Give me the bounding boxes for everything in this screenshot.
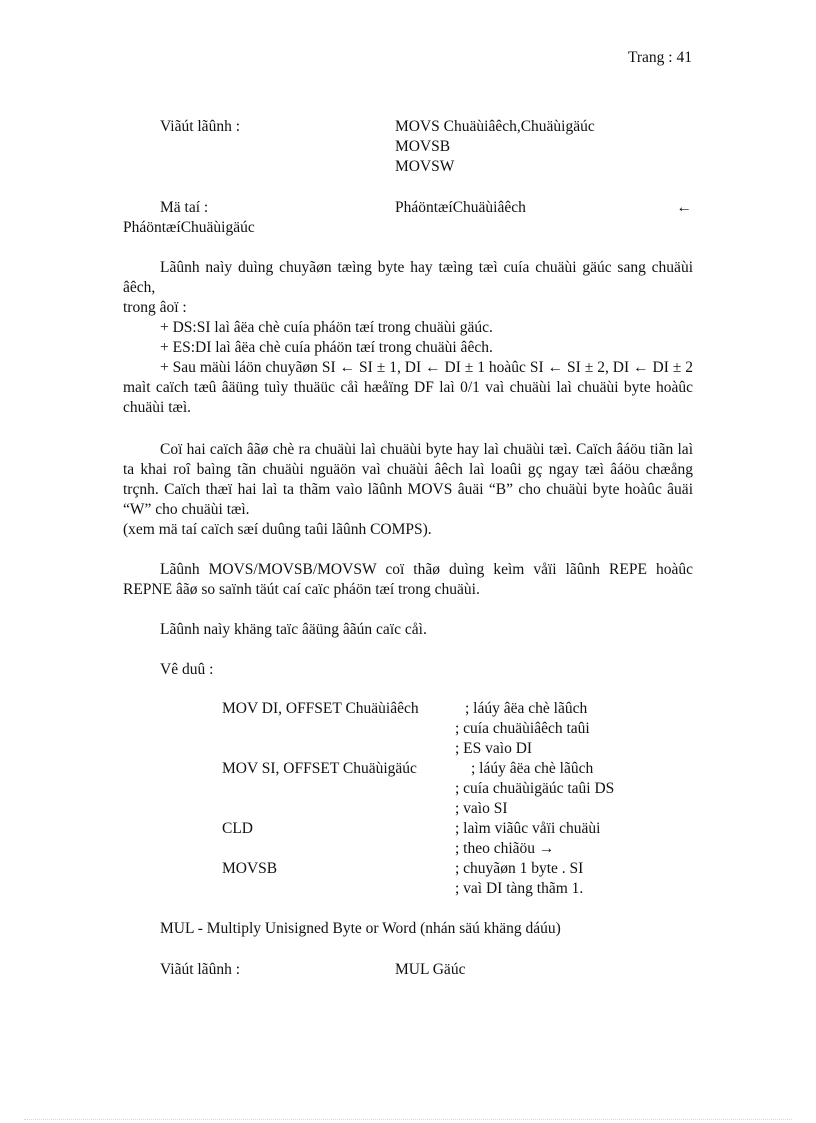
- bullet-es-di: + ES:DI laì âëa chè cuía pháön tæí trong chuäùi âêch.: [160, 339, 493, 356]
- bullet-increment: + Sau mäùi láön chuyãøn SI ← SI ± 1, DI ← DI ± 1 hoàûc SI ← SI ± 2, DI ← DI ± 2 maìt caïch tæû âäüng tuìy thuäüc cåì hæåïng DF laì 0/1 vaì chuäùi laì chuäùi byte hoàûc chuäùi tæì.: [123, 359, 693, 416]
- description-source: PháöntæíChuäùigäúc: [123, 219, 255, 236]
- left-arrow-symbol: ←: [676, 199, 692, 216]
- paragraph-flags: Lãûnh naìy khäng taïc âäüng âãún caïc cåì.: [160, 621, 427, 638]
- code-comment: ; chuyãøn 1 byte . SI: [455, 860, 584, 877]
- syntax-line: MOVSW: [395, 158, 455, 175]
- paragraph-byte-word: Coï hai caïch âãø chè ra chuäùi laì chuäùi byte hay laì chuäùi tæì. Caïch âáöu tiãn laì ta khai roî baìng tãn chuäùi nguäön vaì chuäùi âêch laì loaûi gç ngay tæì âáöu chæång trçnh. Caïch thæï hai laì ta thãm vaìo lãûnh MOVS âuäi “B” cho chuäùi byte hoàûc âuäi “W” cho chuäùi tæì.: [123, 441, 693, 518]
- code-comment: ; vaì DI tàng thãm 1.: [455, 880, 584, 897]
- syntax-label: Viãút lãûnh :: [160, 118, 240, 135]
- code-comment: ; theo chiãöu →: [455, 840, 555, 857]
- mul-syntax-label: Viãút lãûnh :: [160, 961, 240, 978]
- syntax-line: MOVS Chuäùiâêch,Chuäùigäúc: [395, 118, 595, 135]
- code-instruction: CLD: [222, 820, 253, 837]
- description-label: Mä taí :: [160, 199, 209, 216]
- code-comment: ; vaìo SI: [455, 800, 508, 817]
- code-comment: ; laìm viãûc våïi chuäùi: [455, 820, 601, 837]
- code-comment: ; láúy âëa chè lãûch: [465, 700, 588, 717]
- code-comment: ; ES vaìo DI: [455, 740, 533, 757]
- page-bottom-divider: [24, 1119, 792, 1120]
- paragraph-repe: Lãûnh MOVS/MOVSB/MOVSW coï thãø duìng keìm våïi lãûnh REPE hoàûc REPNE âãø so saïnh täút caí caïc pháön tæí trong chuäùi.: [123, 561, 693, 598]
- syntax-line: MOVSB: [395, 138, 451, 155]
- code-comment: ; cuía chuäùigäúc taûi DS: [455, 780, 615, 797]
- mul-heading: MUL - Multiply Unisigned Byte or Word (nhán säú khäng dáúu): [160, 920, 561, 937]
- page-number: Trang : 41: [627, 49, 692, 66]
- code-instruction: MOV DI, OFFSET Chuäùiâêch: [222, 700, 419, 717]
- paragraph-intro: Lãûnh naìy duìng chuyãøn tæìng byte hay tæìng tæì cuía chuäùi gäúc sang chuäùi âêch,: [123, 259, 693, 296]
- paragraph-intro-where: trong âoï :: [123, 299, 187, 316]
- code-comment: ; cuía chuäùiâêch taûi: [455, 720, 590, 737]
- description-target: PháöntæíChuäùiâêch: [395, 199, 526, 216]
- code-instruction: MOVSB: [222, 860, 278, 877]
- code-instruction: MOV SI, OFFSET Chuäùigäúc: [222, 760, 417, 777]
- paragraph-see-comps: (xem mä taí caïch sæí duûng taûi lãûnh COMPS).: [123, 521, 432, 538]
- mul-syntax-value: MUL Gäúc: [395, 961, 466, 978]
- code-comment: ; láúy âëa chè lãûch: [471, 760, 594, 777]
- example-label: Vê duû :: [160, 661, 214, 678]
- bullet-ds-si: + DS:SI laì âëa chè cuía pháön tæí trong chuäùi gäúc.: [160, 319, 493, 336]
